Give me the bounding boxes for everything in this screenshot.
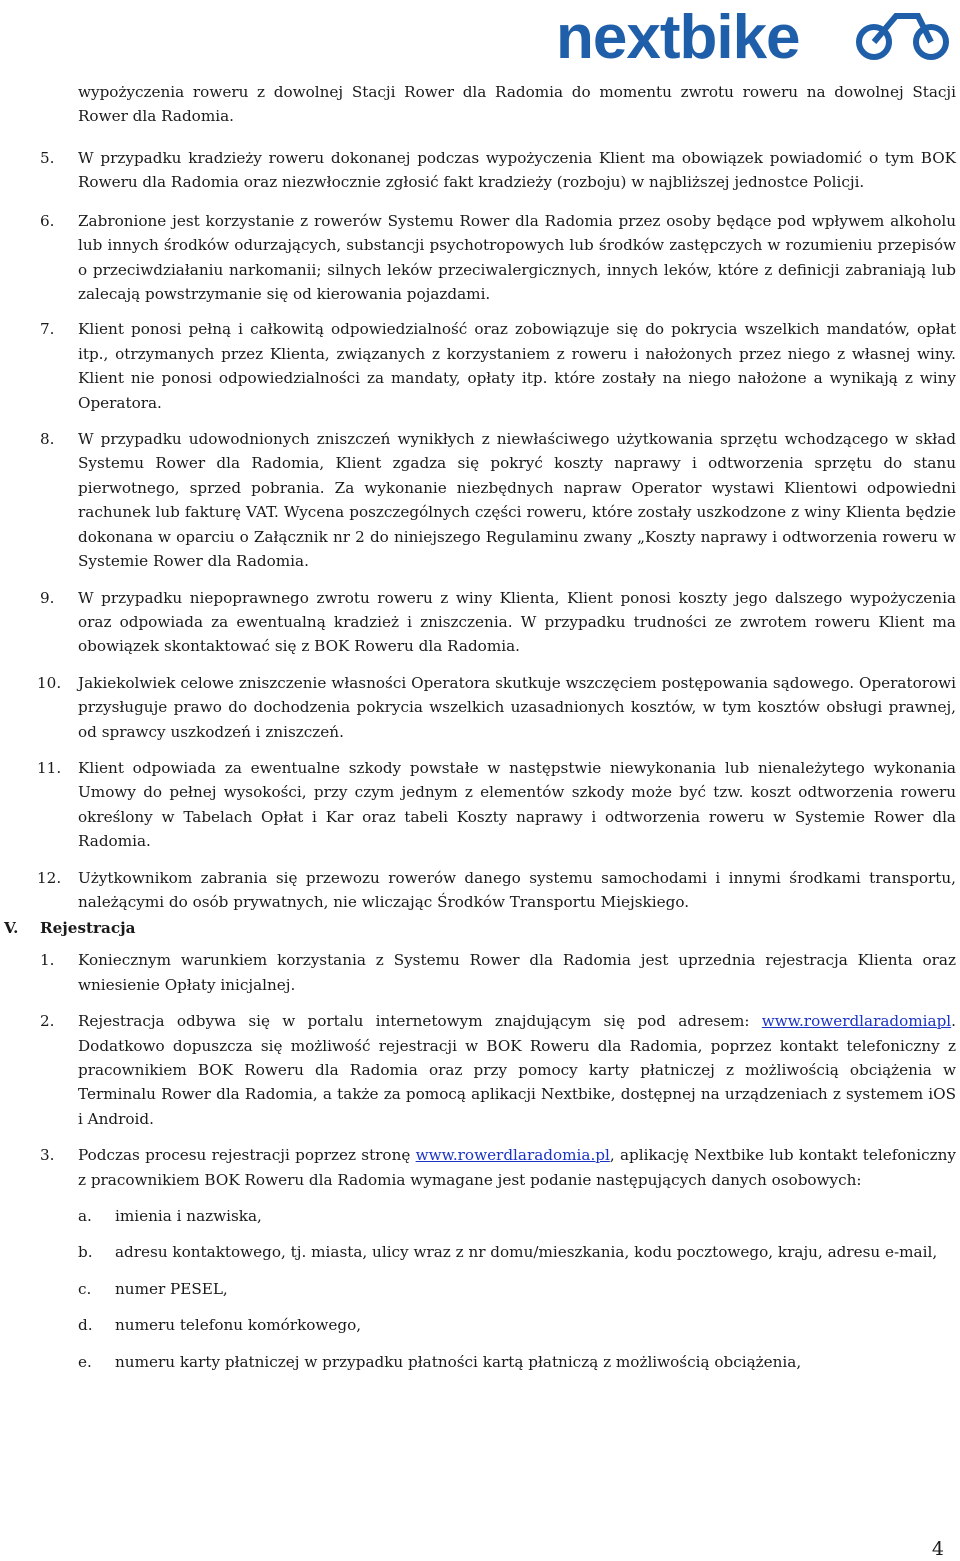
registration-item-1 (40, 948, 956, 997)
sub-item-letter: e. (78, 1352, 92, 1371)
item-text: W przypadku udowodnionych zniszczeń wynikłych z niewłaściwego użytkowania sprzętu wchodzącego w skład Systemu Rower dla Radomia, Klient zgadza się pokryć koszty naprawy i odtworzenia sprzętu do stanu pierwotnego, sprzed pobrania. Za wykonanie niezbędnych napraw Operator wystawi Klientowi odpowiedni rachunek lub fakturę VAT. Wycena poszczególnych części roweru, które zostały uszkodzone z winy Klienta będzie dokonana w oparciu o Załącznik nr 2 do niniejszego Regulaminu zwany „Koszty naprawy i odtworzenia roweru w Systemie Rower dla Radomia. (78, 430, 956, 571)
item-text: Użytkownikom zabrania się przewozu rowerów danego systemu samochodami i innymi środkami transportu, należącymi do osób prywatnych, nie wliczając Środków Transportu Miejskiego. (78, 868, 956, 911)
item-text: Koniecznym warunkiem korzystania z Systemu Rower dla Radomia jest uprzednia rejestracja Klienta oraz wniesienie Opłaty inicjalnej. (78, 951, 956, 994)
page-number: 4 (931, 1538, 944, 1560)
item-text: Klient ponosi pełną i całkowitą odpowiedzialność oraz zobowiązuje się do pokrycia wszelkich mandatów, opłat itp., otrzymanych przez Klienta, związanych z korzystaniem z roweru i nałożonych przez niego z własnej winy. Klient nie ponosi odpowiedzialności za mandaty, opłaty itp. które zostały na niego nałożone a wynikają z winy Operatora. (78, 320, 956, 412)
website-link[interactable]: www.rowerdlaradomia.pl (415, 1146, 610, 1165)
item-text: W przypadku niepoprawnego zwrotu roweru z winy Klienta, Klient ponosi koszty jego dalszego wypożyczenia oraz odpowiada za ewentualną kradzież i zniszczenia. W przypadku trudności ze zwrotem roweru Klient ma obowiązek skontaktować się z BOK Roweru dla Radomia. (78, 588, 956, 656)
list-item-8 (40, 427, 956, 573)
document-body (0, 80, 960, 1374)
item-text: Zabronione jest korzystanie z rowerów Systemu Rower dla Radomia przez osoby będące pod wpływem alkoholu lub innych środków odurzających, substancji psychotropowych lub środków zastępczych w rozumieniu przepisów o przeciwdziałaniu narkomanii; silnych leków przeciwalergicznych, innych leków, które z definicji zabraniają lub zalecają powstrzymanie się od kierowania pojazdami. (78, 211, 956, 304)
item-number: 7. (40, 320, 55, 339)
sub-item-text: numeru karty płatniczej w przypadku płatności kartą płatniczą z możliwością obciążenia, (115, 1352, 802, 1371)
sub-item-a (78, 1204, 956, 1228)
item-number: 8. (40, 430, 55, 449)
list-item-7 (40, 317, 956, 415)
sub-item-letter: a. (78, 1207, 92, 1226)
item-text-before-link: Podczas procesu rejestracji poprzez stronę (78, 1146, 416, 1165)
sub-item-d (78, 1313, 956, 1337)
portal-link[interactable]: www.rowerdlaradomiapl (761, 1012, 952, 1031)
list-item-9 (40, 586, 956, 659)
registration-item-3 (40, 1143, 956, 1192)
logo-wordmark: nextbike (556, 3, 800, 66)
registration-item-2 (40, 1009, 956, 1131)
item-number: 1. (40, 951, 55, 970)
section-number: V. (4, 919, 19, 938)
sub-item-letter: b. (78, 1243, 93, 1262)
section-heading (4, 916, 960, 940)
list-item-11 (37, 756, 956, 854)
continued-paragraph: wypożyczenia roweru z dowolnej Stacji Rower dla Radomia do momentu zwrotu roweru na dowolnej Stacji Rower dla Radomia. (78, 83, 956, 126)
item-number: 10. (37, 673, 62, 692)
list-item-10 (37, 671, 956, 744)
item-number: 6. (40, 211, 55, 230)
sub-item-c (78, 1277, 956, 1301)
item-text: Klient odpowiada za ewentualne szkody powstałe w następstwie niewykonania lub nienależytego wykonania Umowy do pełnej wysokości, przy czym jednym z elementów szkody może być tzw. koszt odtworzenia roweru określony w Tabelach Opłat i Kar oraz tabeli Koszty naprawy i odtworzenia roweru w Systemie Rower dla Radomia. (78, 758, 956, 851)
list-item-5 (40, 146, 956, 195)
list-item-12 (37, 866, 956, 915)
bicycle-icon (859, 16, 946, 57)
nextbike-logo-graphic (556, 2, 956, 66)
sub-item-b (78, 1240, 956, 1264)
item-text-after-link: , aplikację Nextbike lub kontakt telefoniczny z pracownikiem BOK Roweru dla Radomia wymagane jest podanie następujących danych osobowych: (78, 1146, 956, 1189)
item-number: 2. (40, 1012, 55, 1031)
item-text-before-link: Rejestracja odbywa się w portalu internetowym znajdującym się pod adresem: (78, 1012, 762, 1031)
sub-item-text: adresu kontaktowego, tj. miasta, ulicy wraz z nr domu/mieszkania, kodu pocztowego, kraju, adresu e-mail, (115, 1243, 938, 1262)
sub-item-letter: d. (78, 1316, 93, 1335)
item-text-after-link: . Dodatkowo dopuszcza się możliwość rejestracji w BOK Roweru dla Radomia, poprzez kontakt telefoniczny z pracownikiem BOK Roweru dla Radomia oraz przy pomocy karty płatniczej z możliwością obciążenia w Terminalu Rower dla Radomia, a także za pomocą aplikacji Nextbike, dostępnej na urządzeniach z systemem iOS i Android. (78, 1012, 956, 1128)
sub-item-text: numeru telefonu komórkowego, (115, 1316, 362, 1335)
nextbike-logo (556, 2, 956, 66)
section-title: Rejestracja (40, 919, 136, 938)
sub-item-letter: c. (78, 1279, 92, 1298)
item-text: W przypadku kradzieży roweru dokonanej podczas wypożyczenia Klient ma obowiązek powiadomić o tym BOK Roweru dla Radomia oraz niezwłocznie zgłosić fakt kradzieży (rozboju) w najbliższej jednostce Policji. (78, 149, 956, 192)
sub-item-text: numer PESEL, (115, 1279, 228, 1298)
item-number: 9. (40, 588, 55, 607)
sub-item-e (78, 1350, 956, 1374)
item-number: 5. (40, 149, 55, 167)
item-number: 11. (37, 758, 62, 777)
item-number: 3. (40, 1146, 55, 1165)
list-item-6 (40, 209, 956, 307)
item-text: Jakiekolwiek celowe zniszczenie własności Operatora skutkuje wszczęciem postępowania sądowego. Operatorowi przysługuje prawo do dochodzenia pokrycia wszelkich uzasadnionych kosztów, w tym kosztów obsługi prawnej, od sprawcy uszkodzeń i zniszczeń. (78, 673, 956, 741)
sub-item-text: imienia i nazwiska, (115, 1207, 262, 1226)
item-number: 12. (37, 868, 62, 887)
